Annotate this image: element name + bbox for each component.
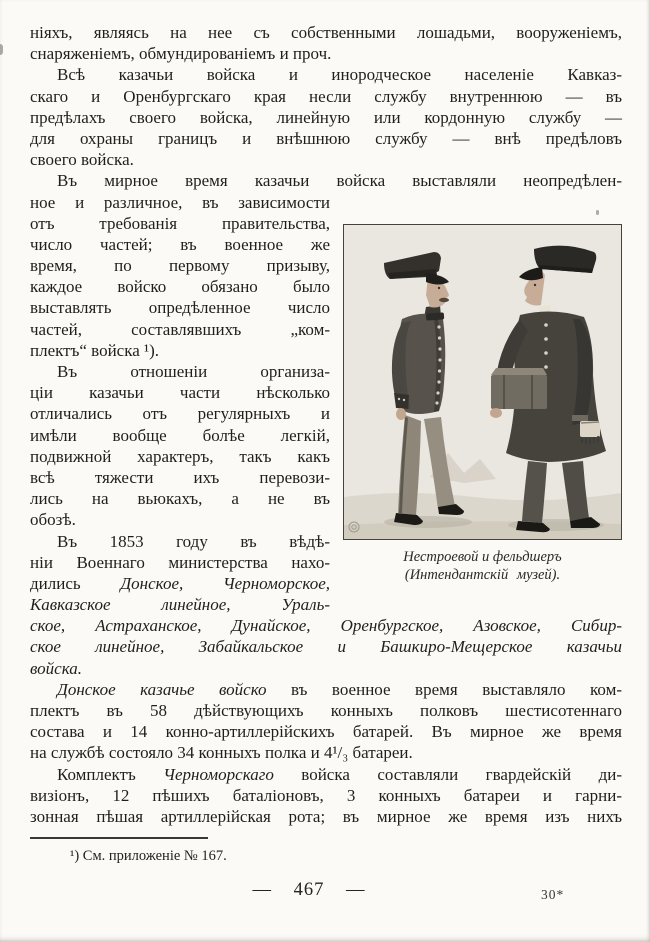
text-line: отличались отъ регулярныхъ и bbox=[30, 404, 330, 424]
text-line: каждое войско обязано было bbox=[30, 277, 330, 297]
text-line: ское линейное, Забайкальское и Башкиро-Мещерское казачьи bbox=[30, 637, 622, 657]
figure-caption bbox=[343, 548, 622, 584]
text-line: Комплектъ Черноморскаго войска составляли гвардейскій ди- bbox=[57, 764, 622, 784]
footnote-block bbox=[30, 837, 650, 866]
text-line: ное и различное, въ зависимости bbox=[30, 192, 330, 212]
text-line: войска. bbox=[30, 658, 82, 678]
page-number: — 467 — bbox=[252, 880, 366, 900]
text-line: всѣ тяжести ихъ перевози- bbox=[30, 467, 330, 487]
text-line: отъ требованія правительства, bbox=[30, 213, 330, 233]
text-line: предѣлахъ своего войска, линейную или кордонную службу — bbox=[30, 107, 622, 127]
text-line: ціи казачьи части нѣсколько bbox=[30, 383, 330, 403]
text-line: подвижной характеръ, такъ какъ bbox=[30, 446, 330, 466]
text-line: плектъ въ 58 дѣйствующихъ конныхъ полковъ шестисотеннаго bbox=[30, 701, 622, 720]
text-line: состава и 14 конно-артиллерійскихъ батарей. Въ мирное же время bbox=[30, 722, 622, 742]
text-line: зонная пѣшая артиллерійская рота; въ мирное же время изъ нихъ bbox=[30, 806, 622, 826]
text-line: Донское казачье войско въ военное время выставляло ком- bbox=[57, 679, 622, 699]
text-line: лись на вьюкахъ, а не въ bbox=[30, 489, 330, 509]
text-line: число частей; въ военное же bbox=[30, 234, 330, 254]
text-line: на службѣ состояло 34 конныхъ полка и 4¹/₃ батареи. bbox=[30, 743, 413, 763]
text-line: снаряженіемъ, обмундированіемъ и проч. bbox=[30, 44, 332, 64]
text-line: дились Донское, Черноморское, bbox=[30, 573, 330, 593]
text-line: частей, составлявшихъ „ком- bbox=[30, 319, 330, 339]
text-line: Въ отношеніи организа- bbox=[57, 362, 330, 381]
scan-dot-artifact bbox=[596, 210, 599, 215]
text-line: скаго и Оренбургскаго края несли службу внутреннюю — въ bbox=[30, 86, 622, 106]
text-line: ніяхъ, являясь на нее съ собственными лошадьми, вооруженіемъ, bbox=[30, 23, 622, 42]
footnote-divider bbox=[30, 837, 208, 839]
text-line: время, по первому призыву, bbox=[30, 256, 330, 276]
scan-edge-artifact bbox=[0, 44, 3, 55]
text-line: для охраны границъ и внѣшнюю службу — внѣ предѣловъ bbox=[30, 128, 622, 148]
figure-uniform-plate bbox=[343, 224, 622, 584]
text-line: визіонъ, 12 пѣшихъ баталіоновъ, 3 конныхъ батареи и гарни- bbox=[30, 785, 622, 805]
soldiers-illustration-svg bbox=[344, 225, 621, 539]
signature-mark: 30* bbox=[541, 887, 565, 902]
figure-caption-line2: (Интендантскій музей). bbox=[404, 566, 561, 583]
figure-caption-line1: Нестроевой и фельдшеръ bbox=[403, 548, 562, 565]
uniform-illustration bbox=[343, 224, 622, 540]
footnote-text: ¹) См. приложеніе № 167. bbox=[70, 848, 227, 865]
text-line: имѣли вообще болѣе легкій, bbox=[30, 425, 330, 445]
text-line: Въ 1853 году въ вѣдѣ- bbox=[57, 531, 330, 551]
text-line: своего войска. bbox=[30, 150, 134, 170]
text-line: Всѣ казачьи войска и инородческое населеніе Кавказ- bbox=[57, 65, 622, 85]
body-lines-top bbox=[30, 22, 622, 192]
text-line: Кавказское линейное, Ураль- bbox=[30, 595, 330, 615]
text-line: ское, Астраханское, Дунайское, Оренбургское, Азовское, Сибир- bbox=[30, 616, 622, 636]
text-line: плектъ“ войска ¹). bbox=[30, 340, 160, 360]
text-line: ніи Военнаго министерства нахо- bbox=[30, 552, 330, 572]
text-line: Въ мирное время казачьи войска выставляли неопредѣлен- bbox=[57, 171, 622, 191]
text-line: обозѣ. bbox=[30, 510, 76, 530]
text-line: выставлять опредѣленное число bbox=[30, 298, 330, 318]
